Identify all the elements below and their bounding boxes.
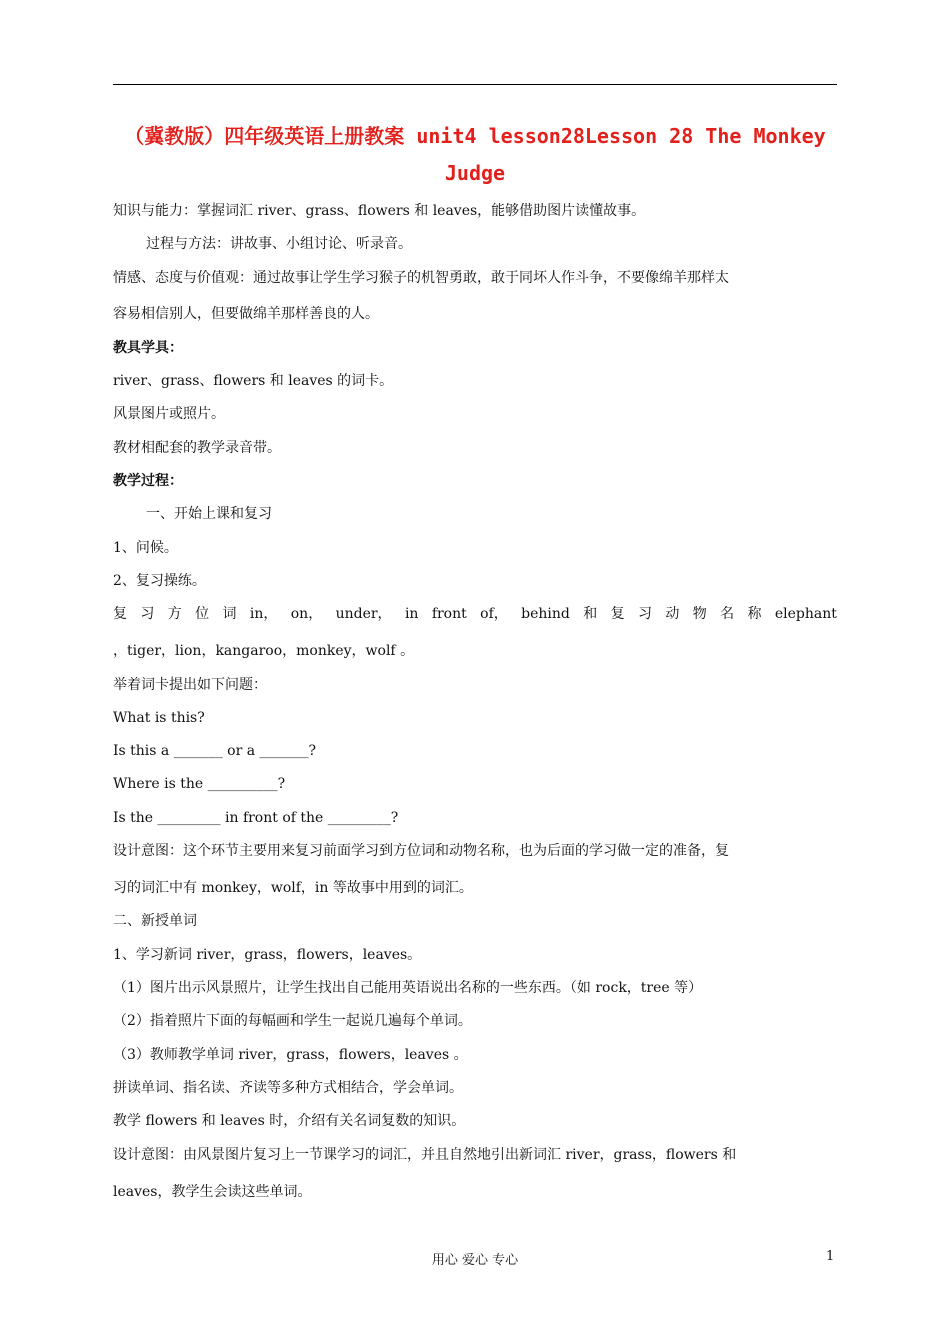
word: 词 [222,606,237,622]
title-line-2: Judge [444,161,506,185]
step-heading: 一、开始上课和复习 [146,506,272,522]
word: behind [521,606,570,622]
page-number: 1 [826,1249,835,1264]
word: 方 [167,606,182,622]
word: 复 [113,606,127,622]
step-item: 2、复习操练。 [113,573,206,589]
design-intent-1-cont: 习的词汇中有 monkey，wolf，in 等故事中用到的词汇。 [113,880,473,896]
sub-step: （1）图片出示风景照片，让学生找出自己能用英语说出名称的一些东西。（如 rock，tree 等） [113,980,703,996]
design-intent-1: 设计意图：这个环节主要用来复习前面学习到方位词和动物名称，也为后面的学习做一定的准备，复 [113,843,729,859]
word: 名 [720,606,735,622]
step-item: 1、问候。 [113,540,178,556]
question-intro: 举着词卡提出如下问题： [113,677,267,693]
title-line-1: （冀教版）四年级英语上册教案 unit4 lesson28Lesson 28 The Monkey [124,124,826,148]
question-item: Is this a _______ or a _______? [113,743,317,759]
step-note: 教学 flowers 和 leaves 时，介绍有关名词复数的知识。 [113,1113,466,1129]
word: 习 [140,606,155,622]
word: 复 [610,606,625,622]
objective-attitude-2: 容易相信别人，但要做绵羊那样善良的人。 [113,306,379,322]
question-item: Where is the __________? [113,776,286,792]
review-words-continued: ，tiger，lion，kangaroo，monkey，wolf 。 [113,643,415,659]
word: under， [335,606,392,622]
footer-motto: 用心 爱心 专心 [431,1253,519,1268]
word: 和 [583,606,598,622]
objective-attitude-1: 情感、态度与价值观：通过故事让学生学习猴子的机智勇敢，敢于同坏人作斗争，不要像绵羊那样太 [113,270,729,286]
objective-knowledge: 知识与能力：掌握词汇 river、grass、flowers 和 leaves，能够借助图片读懂故事。 [113,203,646,219]
sub-step: （2）指着照片下面的每幅画和学生一起说几遍每个单词。 [113,1013,472,1029]
word: in [404,606,419,622]
word: of， [480,606,508,622]
objective-process: 过程与方法：讲故事、小组讨论、听录音。 [146,236,412,252]
sub-step: （3）教师教学单词 river，grass，flowers，leaves 。 [113,1047,468,1063]
word: 习 [638,606,652,622]
step-heading: 二、新授单词 [113,913,197,929]
word: 动 [665,606,680,622]
question-item: Is the _________ in front of the _________? [113,810,399,826]
word: 物 [692,606,707,622]
document-title [113,118,837,192]
step-item: 1、学习新词 river，grass，flowers，leaves。 [113,947,422,963]
review-words-line [113,604,837,624]
word: 位 [195,606,210,622]
design-intent-2: 设计意图：由风景图片复习上一节课学习的词汇，并且自然地引出新词汇 river，grass，flowers 和 [113,1147,737,1163]
word: on， [290,606,323,622]
header-rule [113,84,837,85]
word: elephant [774,606,837,622]
materials-item: 教材相配套的教学录音带。 [113,440,281,456]
word: 称 [747,606,762,622]
design-intent-2-cont: leaves，教学生会读这些单词。 [113,1184,312,1200]
materials-item: 风景图片或照片。 [113,406,225,422]
word: front [431,606,467,622]
step-note: 拼读单词、指名读、齐读等多种方式相结合，学会单词。 [113,1080,463,1096]
word: in， [249,606,278,622]
section-heading-process: 教学过程： [113,473,183,489]
section-heading-materials: 教具学具： [113,340,183,356]
question-item: What is this? [113,710,205,726]
materials-item: river、grass、flowers 和 leaves 的词卡。 [113,373,394,389]
